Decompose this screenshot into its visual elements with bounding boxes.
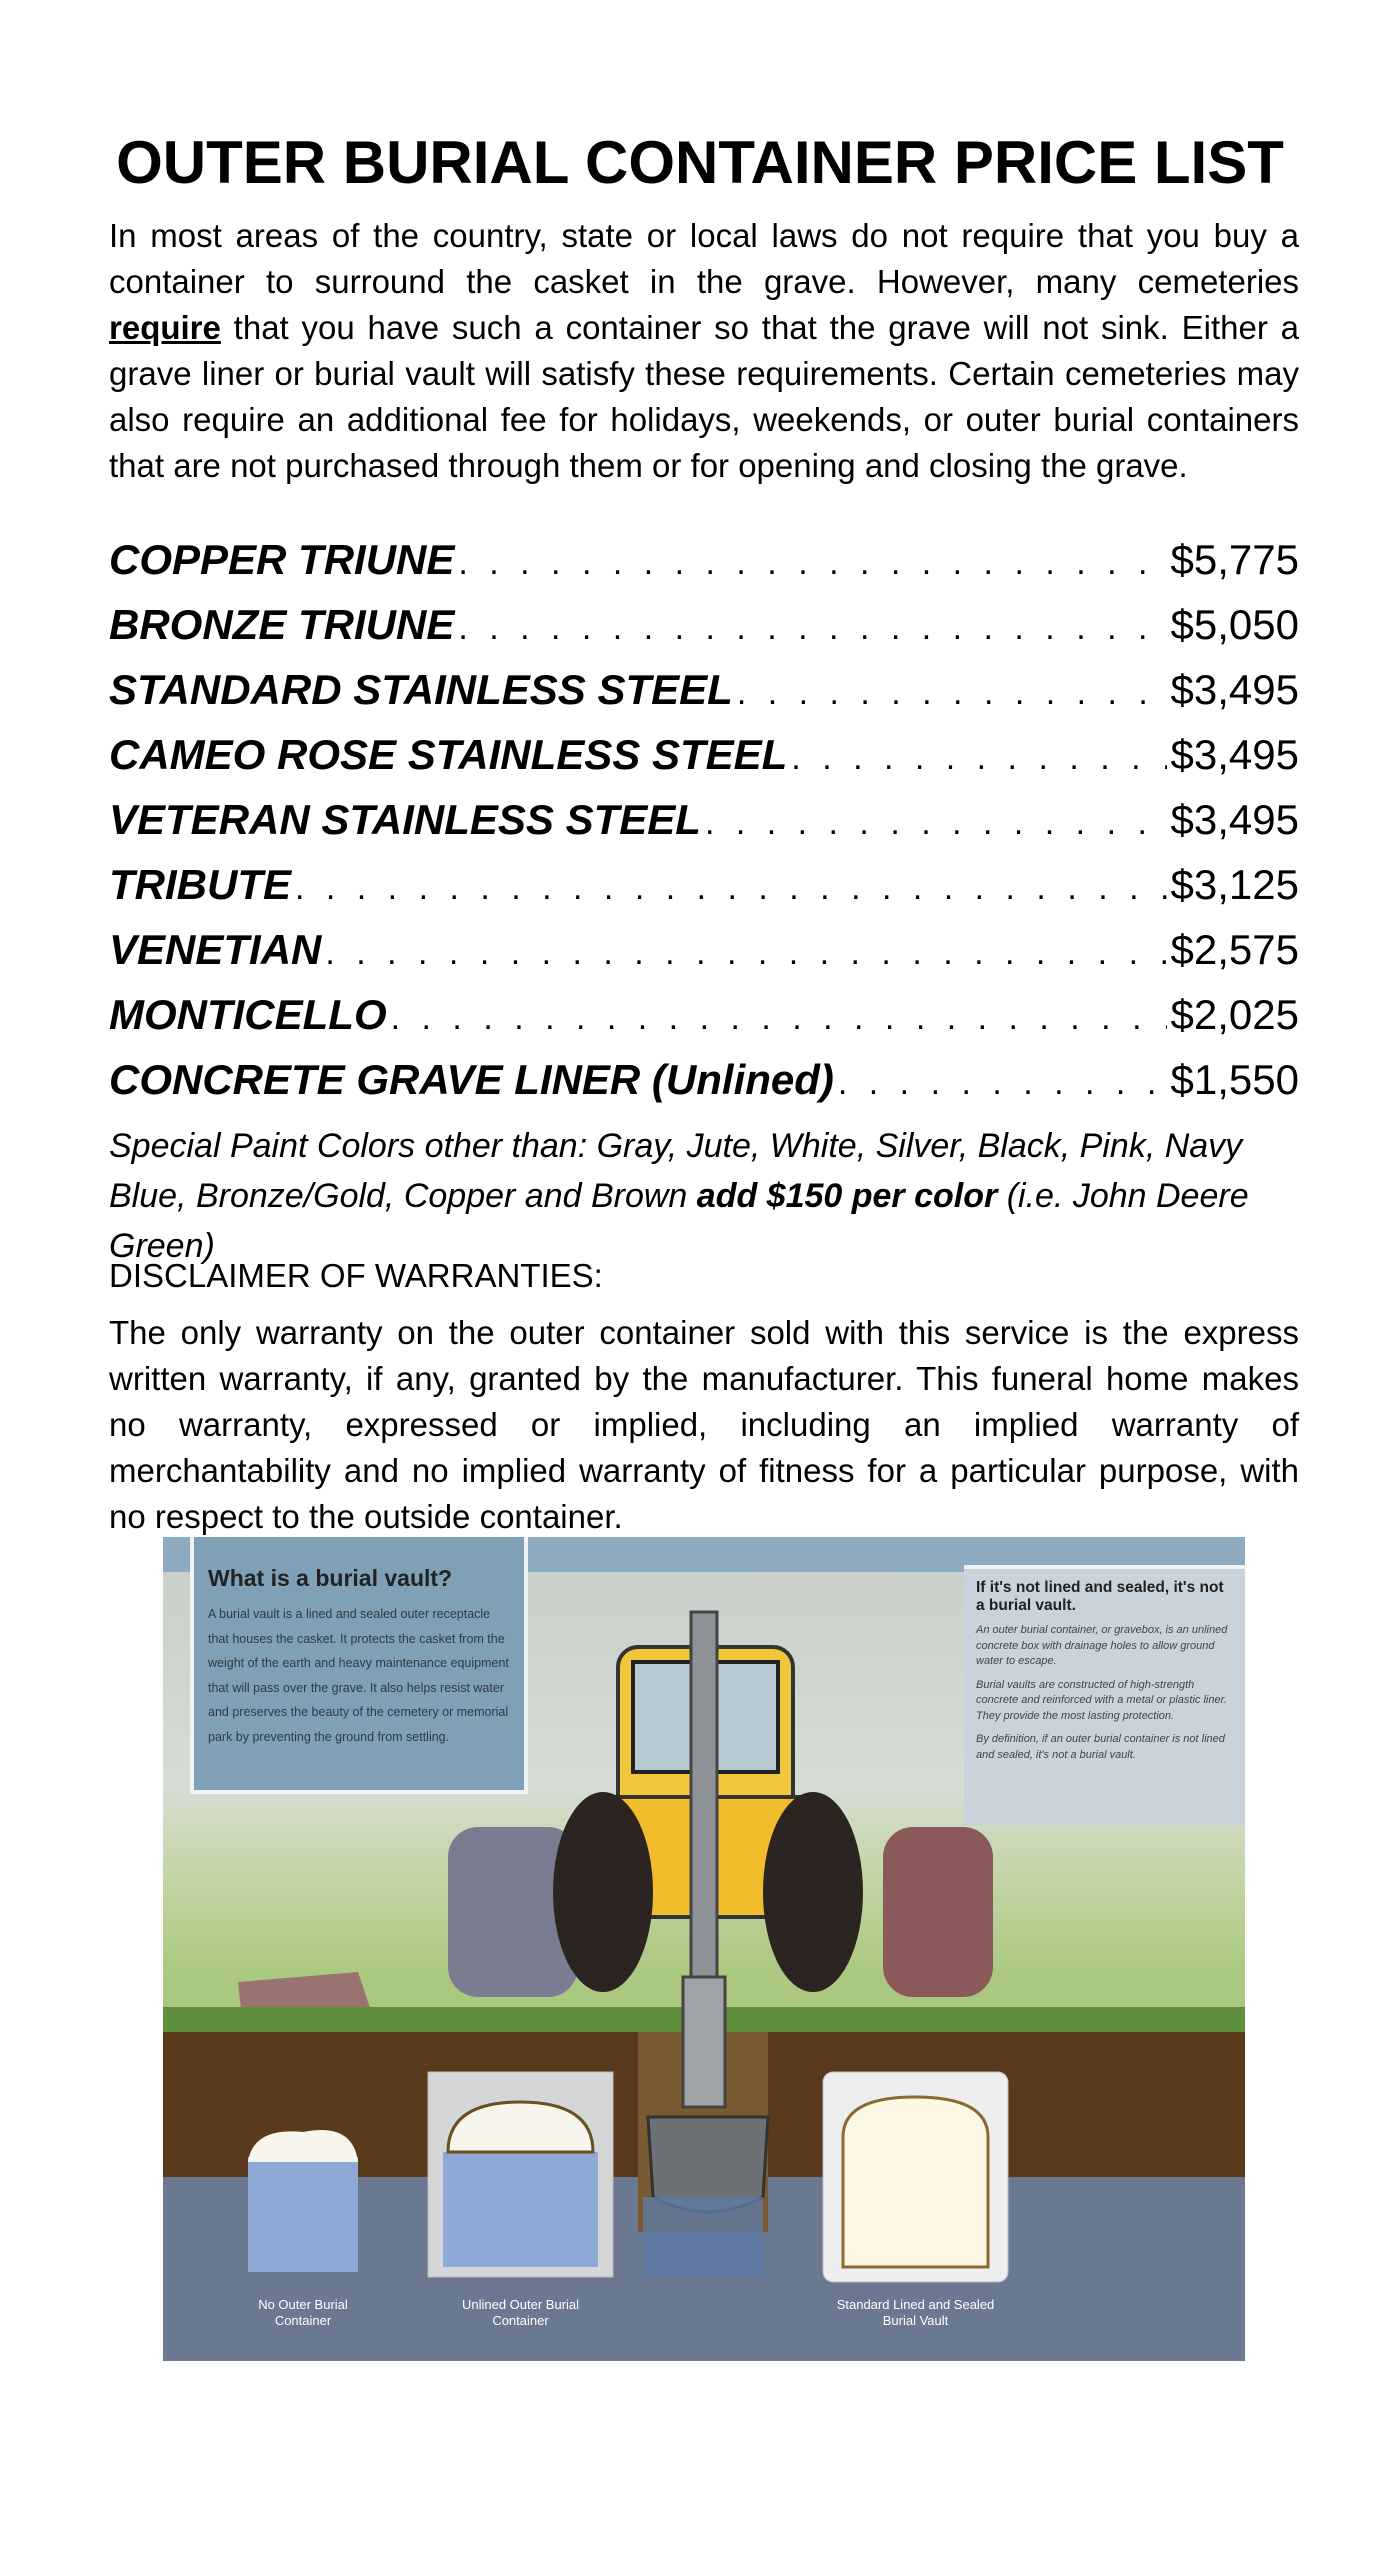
item-price: $3,495: [1170, 796, 1299, 843]
lined-sealed-box: [964, 1565, 1245, 1825]
special-text: Special Paint Colors other than: Gray, Jute, White, Silver, Black, Pink, Navy Blue, Bronze/Gold, Copper and Brown: [109, 1127, 1243, 1215]
item-price: $3,495: [1170, 731, 1299, 778]
item-price: $3,125: [1170, 861, 1299, 908]
what-is-vault-box: [190, 1537, 528, 1794]
box-text: Burial vaults are constructed of high-strength concrete and reinforced with a metal or plastic liner. They provide the most lasting protection.: [976, 1678, 1227, 1722]
disclaimer-heading: DISCLAIMER OF WARRANTIES:: [109, 1257, 603, 1294]
tire: [763, 1792, 863, 1992]
price-row: [109, 926, 1299, 991]
item-name: TRIBUTE: [109, 861, 291, 908]
dot-leader: [391, 999, 1167, 1038]
disclaimer-text: The only warranty on the outer container sold with this service is the express written warranty, if any, granted by the manufacturer. This funeral home makes no warranty, expressed or implied, including an implied warranty of merchantability and no implied warranty of fitness for a particular purpose, with no respect to the outside container.: [109, 1314, 1299, 1535]
page-title: OUTER BURIAL CONTAINER PRICE LIST: [116, 129, 1284, 196]
intro-emphasis: require: [109, 309, 221, 346]
caption-no-container: No Outer Burial Container: [258, 2297, 348, 2328]
price-row: [109, 1056, 1299, 1121]
item-name: BRONZE TRIUNE: [109, 601, 455, 648]
intro-text-cont: that you have such a container so that the grave will not sink. Either a grave liner or burial vault will satisfy these requirements. Certain cemeteries may also require an additional fee for holidays, weekends, or outer burial containers that are not purchased through them or for opening and closing the grave.: [109, 309, 1299, 484]
box-title: What is a burial vault?: [208, 1565, 453, 1591]
caption-lined-vault: Standard Lined and Sealed Burial Vault: [836, 2297, 995, 2328]
dot-leader: [838, 1064, 1167, 1103]
dot-leader: [325, 934, 1166, 973]
dot-leader: [705, 804, 1167, 843]
box-text: A burial vault is a lined and sealed outer receptacle that houses the casket. It protects the casket from the weight of the earth and heavy maintenance equipment that will pass over the grave. It also helps resist water and preserves the beauty of the cemetery or memorial park by preventing the ground from settling.: [208, 1607, 509, 1744]
intro-text: In most areas of the country, state or local laws do not require that you buy a container to surround the casket in the grave. However, many cemeteries: [109, 217, 1299, 300]
special-surcharge: add $150 per color: [696, 1177, 998, 1215]
item-price: $5,775: [1170, 536, 1299, 583]
price-list: [109, 536, 1299, 1121]
item-name: VETERAN STAINLESS STEEL: [109, 796, 701, 843]
price-row: [109, 731, 1299, 796]
item-name: CAMEO ROSE STAINLESS STEEL: [109, 731, 788, 778]
item-price: $3,495: [1170, 666, 1299, 713]
no-container-casket: [248, 2157, 358, 2272]
intro-paragraph: [109, 213, 1299, 489]
tire: [553, 1792, 653, 1992]
item-name: MONTICELLO: [109, 991, 387, 1038]
special-example: (i.e. John Deere Green): [109, 1177, 1249, 1265]
backhoe-arm: [691, 1612, 717, 2032]
caption-unlined-container: Unlined Outer Burial Container: [461, 2297, 580, 2328]
item-name: COPPER TRIUNE: [109, 536, 455, 583]
dot-leader: [737, 674, 1167, 713]
price-row: [109, 796, 1299, 861]
price-row: [109, 861, 1299, 926]
item-price: $1,550: [1170, 1056, 1299, 1103]
price-row: [109, 991, 1299, 1056]
box-title: If it's not lined and sealed, it's not a burial vault.: [976, 1579, 1224, 1614]
price-row: [109, 536, 1299, 601]
special-paint-note: [109, 1121, 1299, 1271]
price-row: [109, 666, 1299, 731]
item-name: CONCRETE GRAVE LINER (Unlined): [109, 1056, 834, 1103]
box-text: An outer burial container, or gravebox, is an unlined concrete box with drainage holes to allow ground water to escape.: [976, 1624, 1228, 1667]
item-price: $2,575: [1170, 926, 1299, 973]
item-price: $2,025: [1170, 991, 1299, 1038]
dot-leader: [791, 739, 1166, 778]
item-price: $5,050: [1170, 601, 1299, 648]
dot-leader: [458, 609, 1166, 648]
dot-leader: [458, 544, 1166, 583]
price-row: [109, 601, 1299, 666]
item-name: VENETIAN: [109, 926, 322, 973]
burial-vault-illustration: [163, 1537, 1245, 2361]
headstone: [883, 1827, 993, 1997]
dot-leader: [295, 869, 1167, 908]
item-name: STANDARD STAINLESS STEEL: [109, 666, 733, 713]
box-text: By definition, if an outer burial container is not lined and sealed, it's not a burial vault.: [976, 1733, 1225, 1761]
